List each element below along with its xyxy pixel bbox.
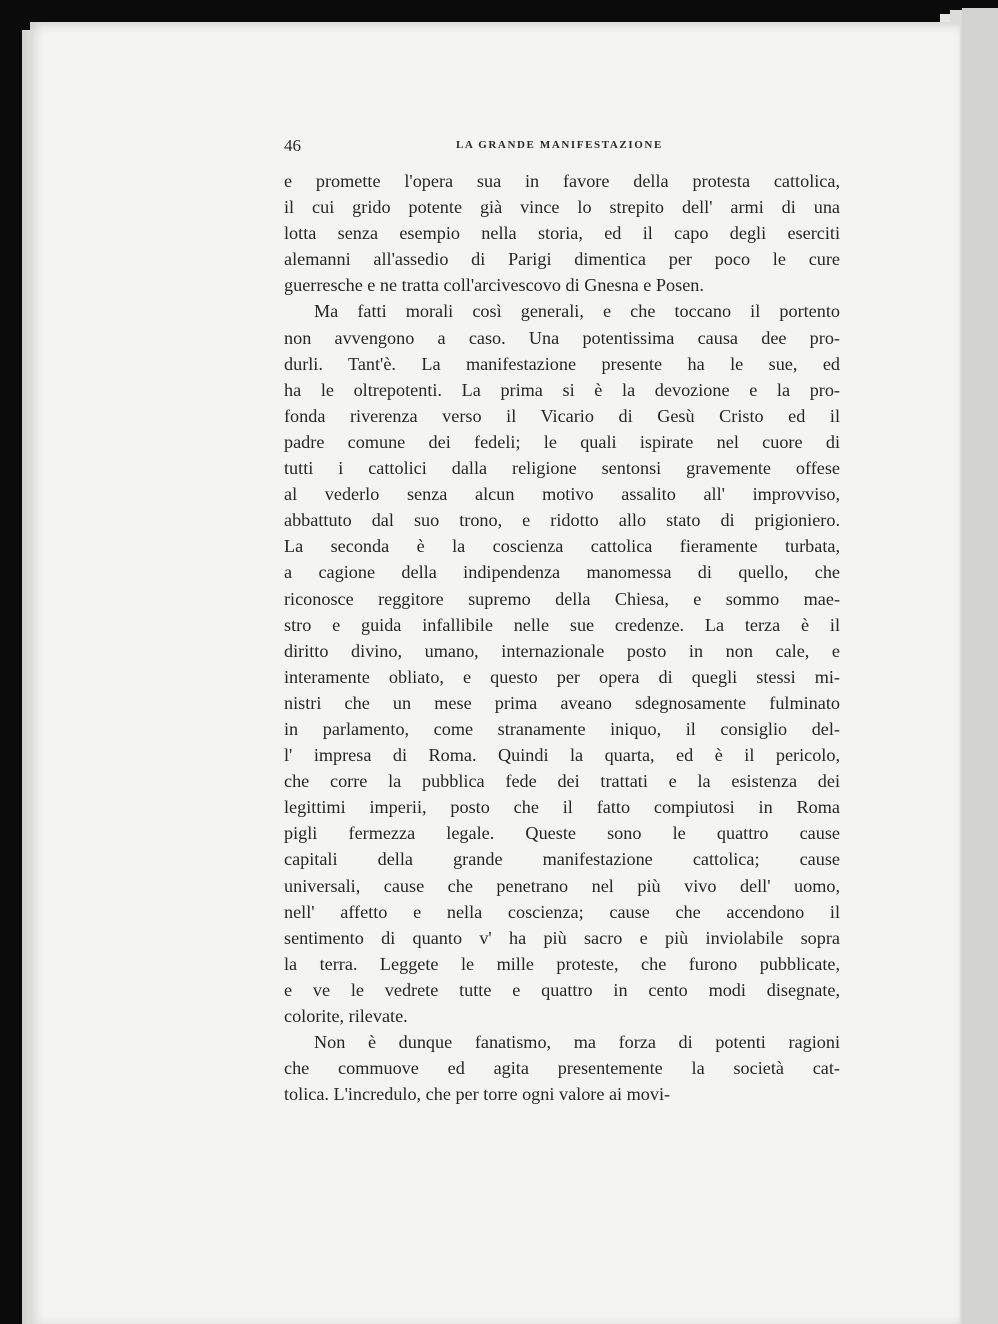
text-line: legittimi imperii, posto che il fatto compiutosi in Roma	[284, 797, 840, 818]
text-line: stro e guida infallibile nelle sue credenze. La terza è il	[284, 614, 840, 635]
text-line: fonda riverenza verso il Vicario di Gesù Cristo ed il	[284, 405, 840, 426]
text-line: tutti i cattolici dalla religione sentonsi gravemente offese	[284, 458, 840, 479]
text-line: che corre la pubblica fede dei trattati e la esistenza dei	[284, 771, 840, 792]
text-line: guerresche e ne tratta coll'arcivescovo di Gnesna e Posen.	[284, 275, 704, 296]
text-line: in parlamento, come stranamente iniquo, il consiglio del-	[284, 718, 840, 739]
text-line: padre comune dei fedeli; le quali ispirate nel cuore di	[284, 431, 840, 452]
running-title: LA GRANDE MANIFESTAZIONE	[456, 139, 663, 151]
text-line: interamente obliato, e questo per opera di quegli stessi mi-	[284, 666, 840, 687]
page-edge	[962, 8, 998, 1324]
body-text	[284, 168, 840, 1107]
text-line: La seconda è la coscienza cattolica fieramente turbata,	[284, 536, 840, 557]
paragraph	[284, 1029, 840, 1107]
text-line: a cagione della indipendenza manomessa di quello, che	[284, 562, 840, 583]
text-line: la terra. Leggete le mille proteste, che furono pubblicate,	[284, 953, 840, 974]
text-line: lotta senza esempio nella storia, ed il capo degli eserciti	[284, 223, 840, 244]
text-line: universali, cause che penetrano nel più vivo dell' uomo,	[284, 875, 840, 896]
text-line: sentimento di quanto v' ha più sacro e più inviolabile sopra	[284, 927, 840, 948]
text-line: non avvengono a caso. Una potentissima causa dee pro-	[284, 327, 840, 348]
text-line: che commuove ed agita presentemente la società cat-	[284, 1058, 840, 1079]
text-line: riconosce reggitore supremo della Chiesa, e sommo mae-	[284, 588, 840, 609]
text-line: colorite, rilevate.	[284, 1006, 408, 1026]
text-line: alemanni all'assedio di Parigi dimentica per poco le cure	[284, 249, 840, 270]
text-line: diritto divino, umano, internazionale posto in non cale, e	[284, 640, 840, 661]
page-number: 46	[284, 136, 301, 155]
text-line: nell' affetto e nella coscienza; cause che accendono il	[284, 901, 840, 922]
text-line: l' impresa di Roma. Quindi la quarta, ed è il pericolo,	[284, 745, 840, 766]
paragraph	[284, 168, 840, 298]
text-line: al vederlo senza alcun motivo assalito all' improvviso,	[284, 484, 840, 505]
text-line: nistri che un mese prima aveano sdegnosamente fulminato	[284, 692, 840, 713]
text-line: abbattuto dal suo trono, e ridotto allo stato di prigioniero.	[284, 510, 840, 531]
text-line: Non è dunque fanatismo, ma forza di potenti ragioni	[314, 1032, 840, 1053]
text-line: e promette l'opera sua in favore della protesta cattolica,	[284, 171, 840, 191]
text-line: e ve le vedrete tutte e quattro in cento modi disegnate,	[284, 979, 840, 1000]
text-line: tolica. L'incredulo, che per torre ogni valore ai movi-	[284, 1084, 671, 1105]
paragraph	[284, 298, 840, 1029]
text-line: ha le oltrepotenti. La prima si è la devozione e la pro-	[284, 379, 840, 400]
text-line: Ma fatti morali così generali, e che toccano il portento	[314, 301, 840, 322]
text-line: durli. Tant'è. La manifestazione presente ha le sue, ed	[284, 353, 840, 374]
text-line: capitali della grande manifestazione cattolica; cause	[284, 849, 840, 870]
running-head	[284, 136, 840, 156]
text-line: il cui grido potente già vince lo strepito dell' armi di una	[284, 197, 840, 218]
text-line: pigli fermezza legale. Queste sono le quattro cause	[284, 823, 840, 844]
